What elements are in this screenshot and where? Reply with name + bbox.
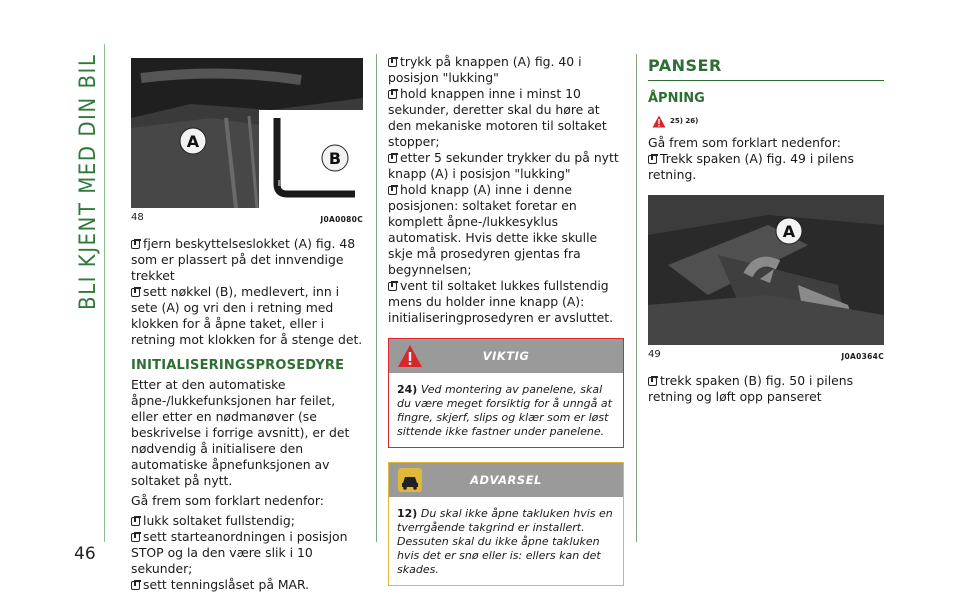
- label-a: A: [186, 132, 200, 151]
- bullet-icon: [131, 288, 140, 297]
- bullet-icon: [388, 282, 397, 291]
- list-item: hold knapp (A) inne i denne posisjonen: soltaket foretar en komplett åpne-/lukkesyklus automatisk. Hvis dette ikke skulle skje må prosedyren gjentas fra begynnelsen;: [388, 182, 598, 277]
- bullet-icon: [648, 377, 657, 386]
- bullet-icon: [131, 240, 140, 249]
- bullet-icon: [388, 58, 397, 67]
- paragraph: Gå frem som forklart nedenfor:: [648, 135, 841, 150]
- bullet-icon: [131, 581, 140, 590]
- list-item: trykk på knappen (A) fig. 40 i posisjon "lukking": [388, 54, 582, 85]
- column-divider-1: [376, 54, 377, 542]
- viktig-title: VIKTIG: [482, 349, 530, 363]
- list-item: Trekk spaken (A) fig. 49 i pilens retning.: [648, 151, 854, 182]
- warning-triangle-icon: [652, 115, 666, 128]
- figure-number: 49: [648, 349, 661, 360]
- paragraph: Etter at den automatiske åpne-/lukkefunksjonen har feilet, eller etter en nødmanøver (se beskrivelse i forrige avsnitt), er det nødvendig å initialisere den automatiske åpnefunksjonen av soltaket på nytt.: [131, 377, 350, 488]
- list-item: vent til soltaket lukkes fullstendig mens du holder inne knapp (A): initialiseringprosedyren er avsluttet.: [388, 278, 614, 325]
- figure-48-caption: [131, 210, 363, 228]
- bullet-icon: [388, 186, 397, 195]
- viktig-header: [389, 339, 623, 373]
- list-item: etter 5 sekunder trykker du på nytt knapp (A) i posisjon "lukking": [388, 150, 619, 181]
- figure-code: J0A0080C: [320, 215, 363, 224]
- sunroof-key-illustration: [131, 58, 363, 208]
- bullet-icon: [131, 533, 140, 542]
- hood-lever-illustration: [648, 195, 884, 345]
- page-number: 46: [74, 544, 96, 564]
- viktig-box: [388, 338, 624, 448]
- figure-number: 48: [131, 212, 144, 223]
- warning-reference: 25) 26): [652, 113, 884, 129]
- label-a: A: [782, 222, 796, 241]
- list-item: sett nøkkel (B), medlevert, inn i sete (A) og vri den i retning med klokken for å åpne taket, eller i retning mot klokken for å stenge det.: [131, 284, 363, 347]
- column-1: [131, 58, 363, 593]
- figure-code: J0A0364C: [841, 352, 884, 361]
- advarsel-box: [388, 462, 624, 586]
- list-item: sett starteanordningen i posisjon STOP og la den være slik i 10 sekunder;: [131, 529, 348, 576]
- paragraph: Gå frem som forklart nedenfor:: [131, 493, 324, 508]
- figure-48: [131, 58, 363, 208]
- bullet-icon: [388, 90, 397, 99]
- section-heading: PANSER: [648, 58, 884, 81]
- list-item: trekk spaken (B) fig. 50 i pilens retning og løft opp panseret: [648, 373, 854, 404]
- column-2: [388, 54, 624, 586]
- section-heading: INITIALISERINGSPROSEDYRE: [131, 358, 345, 373]
- advarsel-title: ADVARSEL: [470, 473, 542, 487]
- list-item: hold knappen inne i minst 10 sekunder, deretter skal du høre at den mekaniske motoren til soltaket stopper;: [388, 86, 607, 149]
- figure-49-caption: [648, 347, 884, 365]
- list-item: fjern beskyttelseslokket (A) fig. 48 som er plassert på det innvendige trekket: [131, 236, 356, 283]
- column-divider-2: [636, 54, 637, 542]
- bullet-icon: [648, 155, 657, 164]
- figure-49: [648, 195, 884, 345]
- subsection-heading: ÅPNING: [648, 91, 705, 106]
- advarsel-text: 12) Du skal ikke åpne takluken hvis en tverrgående takgrind er installert. Dessuten skal du ikke åpne takluken hvis det er snø eller is: ellers kan det skades.: [397, 507, 613, 576]
- list-item: lukk soltaket fullstendig;: [131, 513, 363, 529]
- chapter-rule: [104, 44, 105, 542]
- column-3: [648, 54, 884, 405]
- list-item: sett tenningslåset på MAR.: [131, 577, 363, 593]
- bullet-icon: [388, 154, 397, 163]
- viktig-text: 24) Ved montering av panelene, skal du være meget forsiktig for å unngå at fingre, skjerf, slips og klær som er løst sittende ikke fastner under panelene.: [397, 383, 612, 438]
- bullet-icon: [131, 517, 140, 526]
- advarsel-header: [389, 463, 623, 497]
- label-b: B: [328, 149, 342, 168]
